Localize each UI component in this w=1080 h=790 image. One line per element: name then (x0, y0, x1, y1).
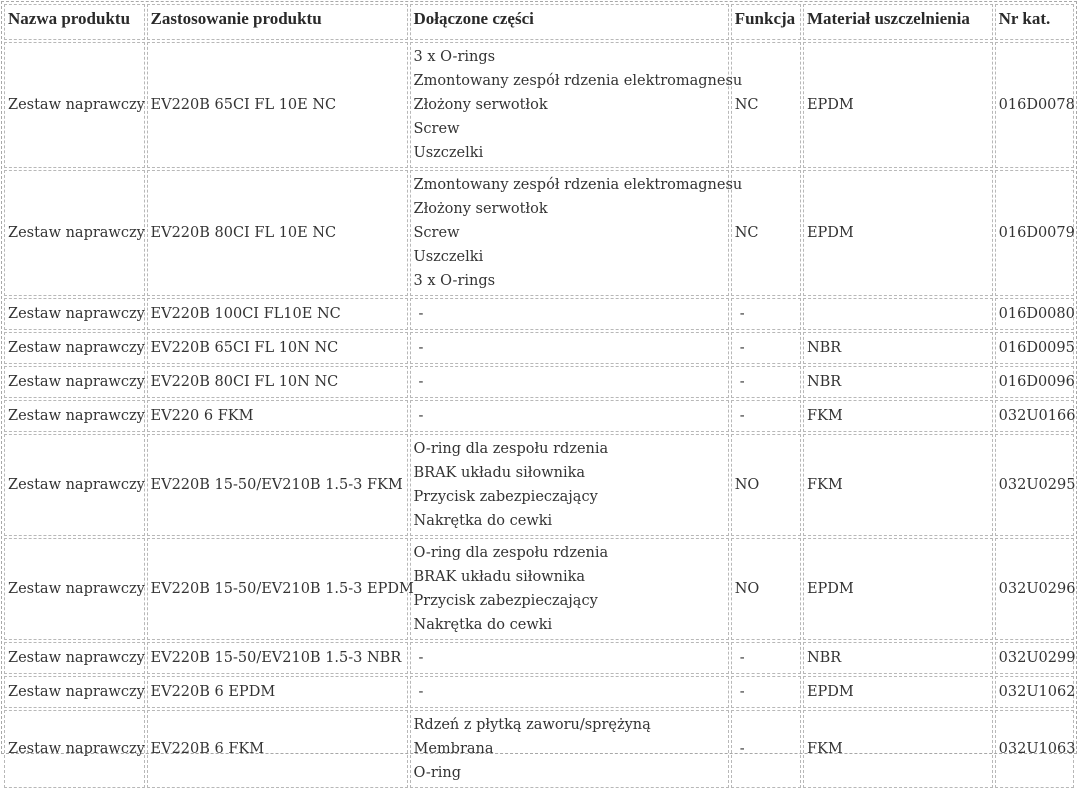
cell-seal-material: FKM (803, 434, 993, 536)
cell-product-name: Zestaw naprawczy (4, 434, 145, 536)
cell-catalog-number: 016D0080 (995, 298, 1074, 330)
included-part-item: - (418, 650, 424, 666)
cell-product-application: EV220B 80CI FL 10N NC (147, 366, 408, 398)
cell-seal-material: EPDM (803, 538, 993, 640)
cell-function: NO (731, 434, 801, 536)
included-part-item: 3 x O-rings (413, 273, 496, 289)
cell-seal-material: FKM (803, 710, 993, 788)
included-part-item: - (418, 306, 424, 322)
cell-product-application: EV220B 6 FKM (147, 710, 408, 788)
cell-included-parts (410, 366, 729, 398)
cell-seal-material: EPDM (803, 42, 993, 168)
cell-catalog-number: 032U0299 (995, 642, 1074, 674)
included-part-item: O-ring dla zespołu rdzenia (413, 441, 609, 457)
cell-catalog-number: 032U0295 (995, 434, 1074, 536)
table-row (4, 298, 1074, 330)
included-part-item: Screw (413, 225, 460, 241)
cell-seal-material: NBR (803, 366, 993, 398)
included-part-item: Przycisk zabezpieczający (413, 593, 598, 609)
included-part-item: Nakrętka do cewki (413, 617, 553, 633)
header-function: Funkcja (731, 4, 801, 40)
cell-seal-material (803, 298, 993, 330)
cell-function: NC (731, 42, 801, 168)
cell-included-parts (410, 170, 743, 296)
cell-included-parts (410, 298, 729, 330)
cell-included-parts (410, 642, 729, 674)
cell-function: - (731, 642, 801, 674)
cell-product-application: EV220 6 FKM (147, 400, 408, 432)
included-part-item: Uszczelki (413, 145, 484, 161)
cell-seal-material: EPDM (803, 170, 993, 296)
cell-catalog-number: 016D0095 (995, 332, 1074, 364)
cell-catalog-number: 032U0296 (995, 538, 1074, 640)
included-part-item: Uszczelki (413, 249, 484, 265)
included-part-item: 3 x O-rings (413, 49, 496, 65)
cell-catalog-number: 032U0166 (995, 400, 1074, 432)
table-row (4, 434, 1074, 536)
cell-product-application: EV220B 15-50/EV210B 1.5-3 NBR (147, 642, 408, 674)
included-part-item: Membrana (413, 741, 494, 757)
included-part-item: O-ring dla zespołu rdzenia (413, 545, 609, 561)
cell-product-application: EV220B 15-50/EV210B 1.5-3 EPDM (147, 538, 408, 640)
cell-product-name: Zestaw naprawczy (4, 538, 145, 640)
included-part-item: Złożony serwotłok (413, 201, 548, 217)
cell-function: - (731, 710, 801, 788)
table-row (4, 170, 1074, 296)
cell-product-application: EV220B 100CI FL10E NC (147, 298, 408, 330)
table-row (4, 538, 1074, 640)
included-part-item: BRAK układu siłownika (413, 569, 586, 585)
cell-included-parts (410, 332, 729, 364)
cell-function: - (731, 366, 801, 398)
table-row (4, 400, 1074, 432)
cell-catalog-number: 016D0078 (995, 42, 1074, 168)
cell-function: - (731, 676, 801, 708)
cell-function: NC (731, 170, 801, 296)
cell-product-application: EV220B 15-50/EV210B 1.5-3 FKM (147, 434, 408, 536)
header-product-name: Nazwa produktu (4, 4, 145, 40)
cell-catalog-number: 016D0079 (995, 170, 1074, 296)
cell-product-name: Zestaw naprawczy (4, 676, 145, 708)
cell-seal-material: FKM (803, 400, 993, 432)
product-table (2, 2, 1076, 790)
included-part-item: - (418, 684, 424, 700)
header-product-application: Zastosowanie produktu (147, 4, 408, 40)
included-part-item: Nakrętka do cewki (413, 513, 553, 529)
cell-product-name: Zestaw naprawczy (4, 642, 145, 674)
header-included-parts: Dołączone części (410, 4, 729, 40)
cell-included-parts (410, 676, 729, 708)
cell-seal-material: EPDM (803, 676, 993, 708)
included-part-item: Zmontowany zespół rdzenia elektromagnesu (413, 73, 743, 89)
table-row (4, 642, 1074, 674)
cell-product-name: Zestaw naprawczy (4, 710, 145, 788)
cell-product-application: EV220B 65CI FL 10N NC (147, 332, 408, 364)
cell-included-parts (410, 42, 743, 168)
cell-product-application: EV220B 80CI FL 10E NC (147, 170, 408, 296)
cell-seal-material: NBR (803, 332, 993, 364)
included-part-item: - (418, 374, 424, 390)
included-part-item: Rdzeń z płytką zaworu/sprężyną (413, 717, 651, 733)
cell-product-name: Zestaw naprawczy (4, 42, 145, 168)
included-part-item: - (418, 340, 424, 356)
header-catalog-number: Nr kat. (995, 4, 1074, 40)
table-body (4, 42, 1074, 788)
included-part-item: Przycisk zabezpieczający (413, 489, 598, 505)
cell-included-parts (410, 538, 729, 640)
cell-product-name: Zestaw naprawczy (4, 400, 145, 432)
cell-function: - (731, 332, 801, 364)
product-table-container (1, 1, 1077, 781)
table-row (4, 710, 1074, 788)
table-row (4, 332, 1074, 364)
cell-product-name: Zestaw naprawczy (4, 170, 145, 296)
included-part-item: Zmontowany zespół rdzenia elektromagnesu (413, 177, 743, 193)
cell-included-parts (410, 710, 729, 788)
cell-seal-material: NBR (803, 642, 993, 674)
table-row (4, 42, 1074, 168)
included-part-item: Złożony serwotłok (413, 97, 548, 113)
table-header-row (4, 4, 1074, 40)
cell-function: - (731, 400, 801, 432)
table-row (4, 366, 1074, 398)
cell-catalog-number: 032U1063 (995, 710, 1074, 788)
table-row (4, 676, 1074, 708)
cell-product-name: Zestaw naprawczy (4, 332, 145, 364)
cell-product-application: EV220B 65CI FL 10E NC (147, 42, 408, 168)
cell-included-parts (410, 400, 729, 432)
cell-product-name: Zestaw naprawczy (4, 366, 145, 398)
included-part-item: Screw (413, 121, 460, 137)
cell-product-application: EV220B 6 EPDM (147, 676, 408, 708)
included-part-item: O-ring (413, 765, 462, 781)
included-part-item: - (418, 408, 424, 424)
cell-product-name: Zestaw naprawczy (4, 298, 145, 330)
cell-function: NO (731, 538, 801, 640)
cell-function: - (731, 298, 801, 330)
cell-included-parts (410, 434, 729, 536)
header-seal-material: Materiał uszczelnienia (803, 4, 993, 40)
included-part-item: BRAK układu siłownika (413, 465, 586, 481)
cell-catalog-number: 016D0096 (995, 366, 1074, 398)
cell-catalog-number: 032U1062 (995, 676, 1074, 708)
